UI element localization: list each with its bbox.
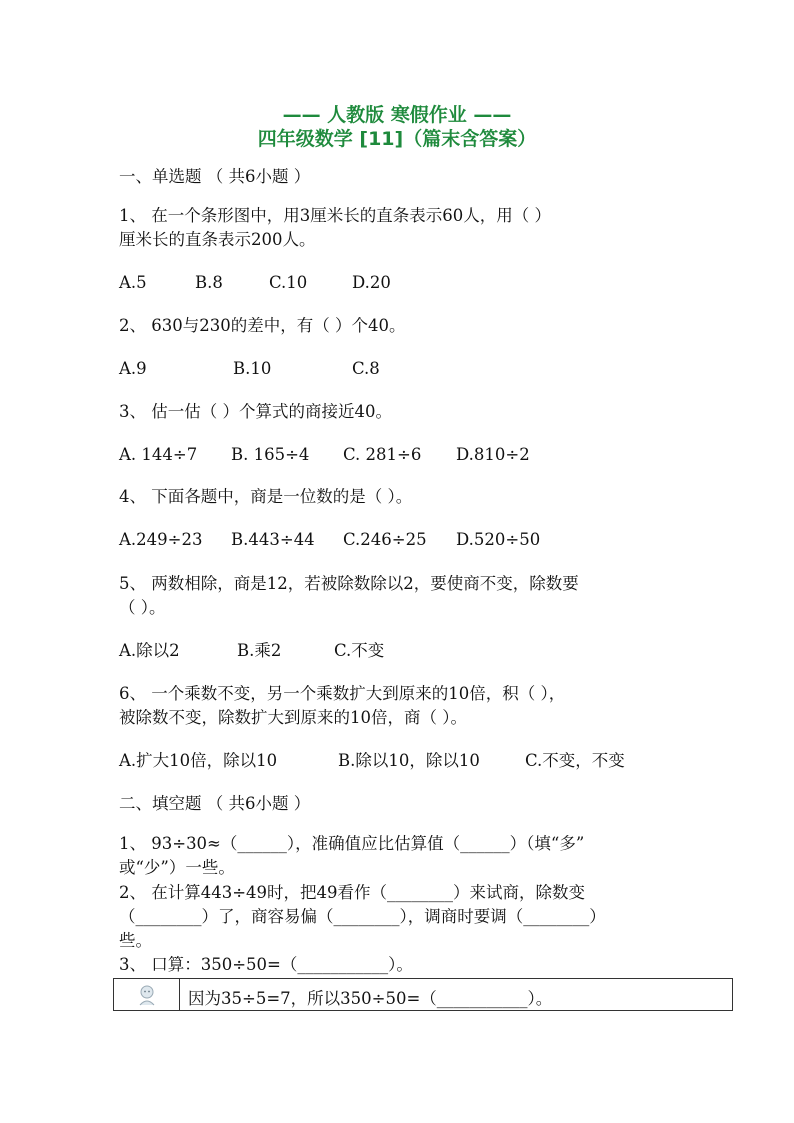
question-3-text: 3、 估一估（ ）个算式的商接近40。	[119, 402, 392, 421]
option-a[interactable]: A.9	[119, 359, 147, 378]
option-b[interactable]: B. 165÷4	[231, 445, 310, 464]
option-a[interactable]: A.249÷23	[119, 530, 203, 549]
hint-text: 因为35÷5=7，所以350÷50=（___________）。	[188, 989, 553, 1008]
option-c[interactable]: C.不变，不变	[525, 751, 625, 770]
question-4-text: 4、 下面各题中，商是一位数的是（ ）。	[119, 487, 413, 506]
option-b[interactable]: B.除以10，除以10	[338, 751, 480, 770]
question-1-text: 1、 在一个条形图中，用3厘米长的直条表示60人，用（ ）	[119, 206, 551, 225]
worksheet-title: —— 人教版 寒假作业 ——	[282, 104, 512, 126]
fill-question-2-text-cont: （________）了，商容易偏（________），调商时要调（________）	[119, 907, 606, 926]
fill-question-3-text: 3、 口算：350÷50=（___________）。	[119, 955, 413, 974]
option-d[interactable]: D.20	[352, 273, 391, 292]
section-heading-choice: 一、单选题 （ 共6小题 ）	[119, 167, 311, 186]
fill-question-2-text: 2、 在计算443÷49时，把49看作（________）来试商，除数变	[119, 883, 586, 902]
option-c[interactable]: C.不变	[334, 641, 385, 660]
hint-cell	[114, 979, 180, 1010]
fill-question-1-text: 1、 93÷30≈（______），准确值应比估算值（______）（填“多”	[119, 834, 585, 853]
fill-question-1-text-cont: 或“少”）一些。	[119, 858, 235, 877]
option-b[interactable]: B.乘2	[237, 641, 282, 660]
question-5-text-cont: （ ）。	[119, 598, 166, 617]
option-d[interactable]: D.520÷50	[456, 530, 541, 549]
option-a[interactable]: A.扩大10倍，除以10	[119, 751, 278, 770]
option-a[interactable]: A.5	[119, 273, 147, 292]
option-c[interactable]: C.10	[269, 273, 308, 292]
option-c[interactable]: C.8	[352, 359, 380, 378]
question-6-text: 6、 一个乘数不变，另一个乘数扩大到原来的10倍，积（ ），	[119, 684, 566, 703]
worksheet-subtitle: 四年级数学 [11]（篇末含答案）	[257, 128, 537, 150]
option-b[interactable]: B.8	[195, 273, 223, 292]
question-2-text: 2、 630与230的差中，有（ ）个40。	[119, 316, 406, 335]
option-c[interactable]: C.246÷25	[343, 530, 427, 549]
option-c[interactable]: C. 281÷6	[343, 445, 422, 464]
section-heading-fill: 二、填空题 （ 共6小题 ）	[119, 794, 311, 813]
option-d[interactable]: D.810÷2	[456, 445, 530, 464]
student-avatar-icon	[137, 984, 157, 1006]
option-b[interactable]: B.443÷44	[231, 530, 315, 549]
question-5-text: 5、 两数相除，商是12，若被除数除以2，要使商不变，除数要	[119, 574, 579, 593]
option-b[interactable]: B.10	[233, 359, 272, 378]
question-6-text-cont: 被除数不变，除数扩大到原来的10倍，商（ ）。	[119, 708, 467, 727]
hint-box	[113, 978, 733, 1011]
question-1-text-cont: 厘米长的直条表示200人。	[119, 230, 316, 249]
fill-question-2-text-end: 些。	[119, 931, 152, 950]
option-a[interactable]: A. 144÷7	[119, 445, 198, 464]
option-a[interactable]: A.除以2	[119, 641, 180, 660]
